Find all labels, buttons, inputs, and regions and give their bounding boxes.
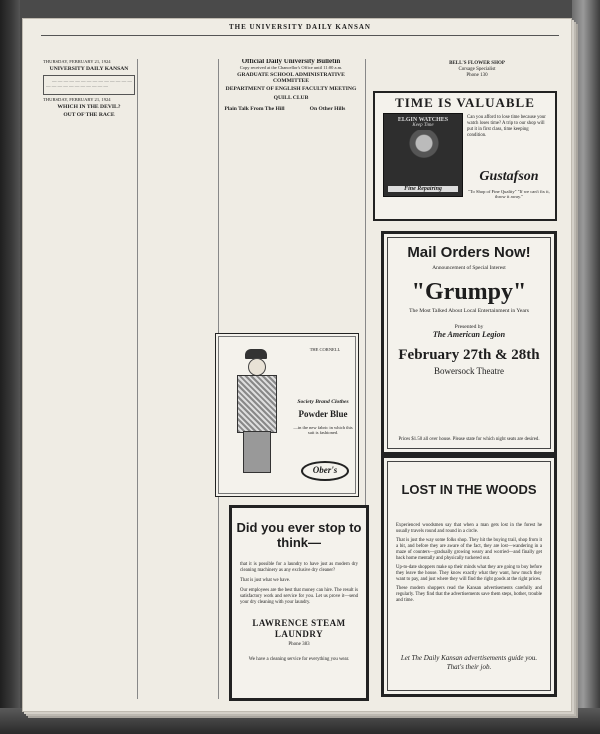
time-body: Can you afford to lose time because your watch loses time? A trip to our shop will put it in first class, time keeping condition. [467,115,546,138]
woods-paragraph: Up-to-date shoppers make up their minds what they are going to buy before they leave the house. They know exactly what they want, how much they want to pay, and just where they will find the right goods at the right prices. [396,565,542,582]
staff-box: — — — — — — — — — — — — — — — — — — — — — — — — — [43,75,135,95]
bells-flower-shop-ad [411,61,543,87]
show-dates: February 27th & 28th [398,347,540,363]
woods-copy [388,523,550,604]
plain-talk-head: Plain Talk From The Hill [224,105,285,112]
obers-brand: Society Brand Clothes [297,399,349,405]
woods-tagline: Let The Daily Kansan advertisements guide you. That's their job. [400,654,538,671]
bulletin-item-2: DEPARTMENT OF ENGLISH FACULTY MEETING [225,86,357,93]
laundry-name: LAWRENCE STEAM LAUNDRY [252,618,346,639]
grumpy-title: "Grumpy" [411,279,527,305]
newspaper-page [22,18,572,712]
elgin-brand: ELGIN WATCHES [397,117,449,123]
laundry-phone: Phone 383 [288,642,310,647]
head-shape [248,358,266,376]
bell-sub: Corsage Specialist [458,67,496,72]
laundry-headline: Did you ever stop to think— [236,520,362,550]
masthead: UNIVERSITY DAILY KANSAN [49,66,129,72]
scanner-edge-left [0,0,20,734]
trousers-shape [243,431,271,473]
man-in-suit-illustration [227,345,285,473]
grumpy-inner-border [387,237,551,449]
grumpy-ad [381,231,557,455]
laundry-foot: We have a cleaning service for everything you wear. [248,657,350,662]
bulletin-title: Official Daily University Bulletin [241,59,341,65]
editorial-date: THURSDAY, FEBRUARY 21, 1924 [43,96,111,102]
gustafson-tagline: "To Shop of Fine Quality" "If we can't fix it, throw it away." [468,189,550,200]
bell-title: BELL'S FLOWER SHOP [449,61,505,66]
presented-by: Presented by [454,324,484,330]
grumpy-tagline: The Most Talked About Local Entertainment in Years [409,308,529,314]
obers-clothing-ad [215,333,359,497]
watchmaker-figure [406,130,442,174]
running-head: THE UNIVERSITY DAILY KANSAN [41,23,559,36]
bulletin-subtitle: Copy received at the Chancellor's Office until 11:00 a.m. [239,64,343,70]
obers-logo: Ober's [301,461,349,481]
other-hills-head: On Other Hills [309,105,346,112]
woods-paragraph: Experienced woodsmen say that when a man gets lost in the forest he usually travels round and round in a circle. [396,523,542,534]
bulletin-item-1: GRADUATE SCHOOL ADMINISTRATIVE COMMITTEE [237,72,345,84]
gustafson-signature: Gustafson [479,169,539,184]
obers-inner-border [218,336,356,494]
bell-phone: Phone 130 [466,73,488,78]
bulletin-header [221,59,361,70]
dateline: THURSDAY, FEBRUARY 21, 1924 [43,59,111,64]
laundry-paragraph: Our employees are the best that money can hire. The result is satisfactory work and service for you. Let us prove it—send your dry cleaning with your laundry. [240,588,358,605]
mail-orders-headline: Mail Orders Now! [407,244,531,261]
woods-paragraph: That is just the way some folks shop. They hit the buying trail, shop from it a bit, and before they are aware of the fact, they are lost—wandering in a maze of counters—gradually growing weary and worried—and finally get back home mentally and physically tuckered out. [396,538,542,561]
laundry-paragraph: that it is possible for a laundry to have just as modern dry cleaning machinery as any exclusive dry cleaner? [240,562,358,573]
lost-in-woods-ad [381,455,557,697]
bulletin-subcolumns [221,104,361,115]
venue: Bowersock Theatre [433,366,505,376]
other-hills-column [294,104,361,115]
column-editorial [43,59,135,701]
laundry-paragraph: That is just what we have. [240,578,291,583]
gustafson-ad [373,91,557,221]
coat-shape [237,375,277,433]
elgin-sub: Keep Time [412,123,434,128]
time-title: TIME IS VALUABLE [395,95,535,110]
american-legion: The American Legion [432,330,506,339]
obers-desc: —in the new fabric in which this suit is fashioned. [293,425,353,436]
watch-repair-illustration [383,113,463,197]
mail-announce: Announcement of Special Interest [432,265,506,271]
editorial-head-2: OUT OF THE RACE [63,112,115,119]
editorial-head-1: WHICH IN THE DEVIL? [57,103,121,110]
woods-inner-border [387,461,551,691]
woods-headline: LOST IN THE WOODS [401,482,537,497]
powder-blue: Powder Blue [298,409,348,419]
obers-caption: THE CORNELL [309,347,341,352]
bulletin-item-3: QUILL CLUB [273,94,309,101]
plain-talk-column [221,104,288,115]
laundry-ad [229,505,369,701]
column-news [141,59,215,701]
woods-paragraph: These modern shoppers read the Kansan advertisements carefully and regularly. They find that the advertisements save them steps, bother, trouble and time. [396,586,542,603]
laundry-copy [232,562,366,606]
scanner-edge-right [572,0,600,734]
prices-note: Prices $1.50 all over house. Please state for which night seats are desired. [398,437,540,442]
column-rule [137,59,138,699]
fine-repairing-banner: Fine Repairing [388,186,458,192]
